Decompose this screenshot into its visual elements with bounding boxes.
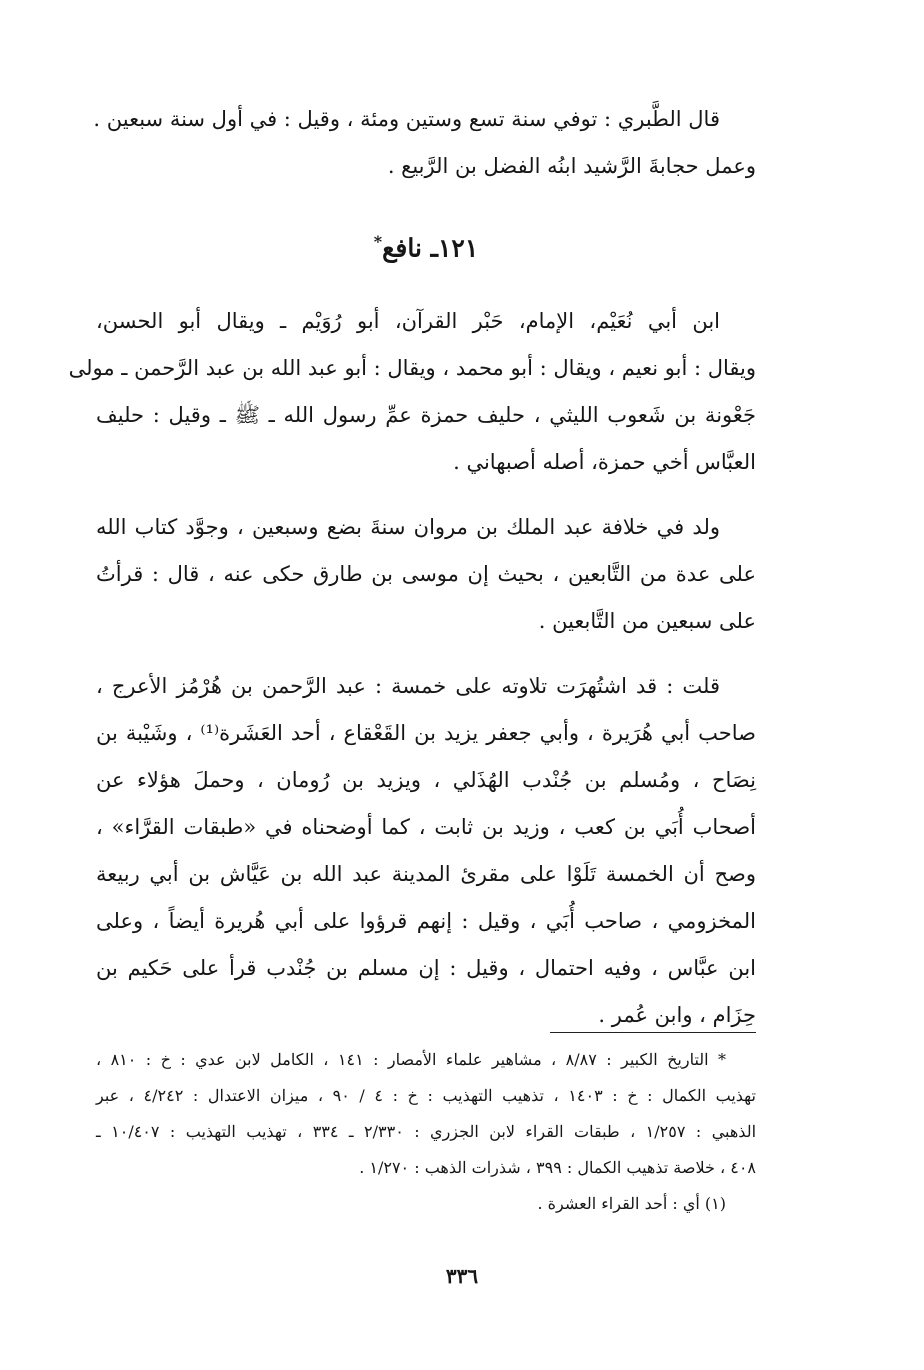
paragraph-line: أصحاب أُبَي بن كعب ، وزيد بن ثابت ، كما أوضحناه في «طبقات القرَّاء» ، [96,815,756,840]
paragraph-line: جَعْونة بن شَعوب الليثي ، حليف حمزة عمِّ رسول الله ـ ﷺ ـ وقيل : حليف [96,403,756,428]
footnotes [96,1042,756,1222]
footnote-separator [550,1032,756,1033]
page-number: ٣٣٦ [445,1264,479,1288]
intro-line: قال الطَّبري : توفي سنة تسع وستين ومئة ، وقيل : في أول سنة سبعين . [93,107,720,131]
paragraph-line: ابن عبَّاس ، وفيه احتمال ، وقيل : إن مسلم بن جُنْدب قرأ على حَكيم بن [96,956,756,981]
page-body [68,96,757,1213]
birth-paragraph [96,504,756,645]
footnote-sources-line: الذهبي : ١/٢٥٧ ، طبقات القراء لابن الجزري : ٢/٣٣٠ ـ ٣٣٤ ، تهذيب التهذيب : ١٠/٤٠٧ ـ [96,1122,757,1141]
paragraph-line: وصح أن الخمسة تَلَوْا على مقرئ المدينة عبد الله بن عَيَّاش بن أبي ربيعة [96,862,756,887]
entry-heading-text: ١٢١ـ نافع [382,233,479,263]
paragraph-line: العبَّاس أخي حمزة، أصله أصبهاني . [453,450,756,475]
intro-line: وعمل حجابةَ الرَّشيد ابنُه الفضل بن الرَّبيع . [387,154,756,178]
entry-heading [96,212,756,278]
footnote-sources-line: تهذيب الكمال : خ : ١٤٠٣ ، تذهيب التهذيب : خ : ٤ / ٩٠ ، ميزان الاعتدال : ٤/٢٤٢ ، عبر [96,1086,756,1105]
paragraph-line: ابن أبي نُعَيْم، الإمام، حَبْر القرآن، أبو رُوَيْم ـ ويقال أبو الحسن، [96,309,720,334]
paragraph-line: المخزومي ، صاحب أُبَي ، وقيل : إنهم قرؤوا على أبي هُريرة أيضاً ، وعلى [96,909,756,934]
footnote-sources-line: * التاريخ الكبير : ٨/٨٧ ، مشاهير علماء الأمصار : ١٤١ ، الكامل لابن عدي : خ : ٨١٠ ، [96,1050,727,1069]
paragraph-line: صاحب أبي هُرَيرة ، وأبي جعفر يزيد بن القَعْقاع ، أحد العَشَرة⁽¹⁾ ، وشَيْبة بن [96,721,757,746]
intro-paragraph [93,96,756,190]
paragraph-line: على سبعين من التَّابعين . [538,609,756,634]
paragraph-line: على عدة من التَّابعين ، بحيث إن موسى بن طارق حكى عنه ، قال : قرأتُ [96,562,756,587]
biography-paragraph [68,298,756,486]
footnote-sources-line: ٤٠٨ ، خلاصة تذهيب الكمال : ٣٩٩ ، شذرات الذهب : ١/٢٧٠ . [359,1158,756,1177]
paragraph-line: ولد في خلافة عبد الملك بن مروان سنةَ بضع وسبعين ، وجوَّد كتاب الله [96,515,720,540]
footnote-note: (١) أي : أحد القراء العشرة . [537,1194,726,1213]
paragraph-line: حِزَام ، وابن عُمر . [598,1003,756,1028]
paragraph-line: نِصَاح ، ومُسلم بن جُنْدب الهُذَلي ، ويزيد بن رُومان ، وحملَ هؤلاء عن [96,768,756,793]
paragraph-line: قلت : قد اشتُهرَت تلاوته على خمسة : عبد الرَّحمن بن هُرْمُز الأعرج ، [96,674,720,699]
teachers-paragraph [96,663,756,1039]
entry-heading-mark: * [373,232,383,251]
paragraph-line: ويقال : أبو نعيم ، ويقال : أبو محمد ، ويقال : أبو عبد الله بن عبد الرَّحمن ـ مولى [68,356,756,381]
